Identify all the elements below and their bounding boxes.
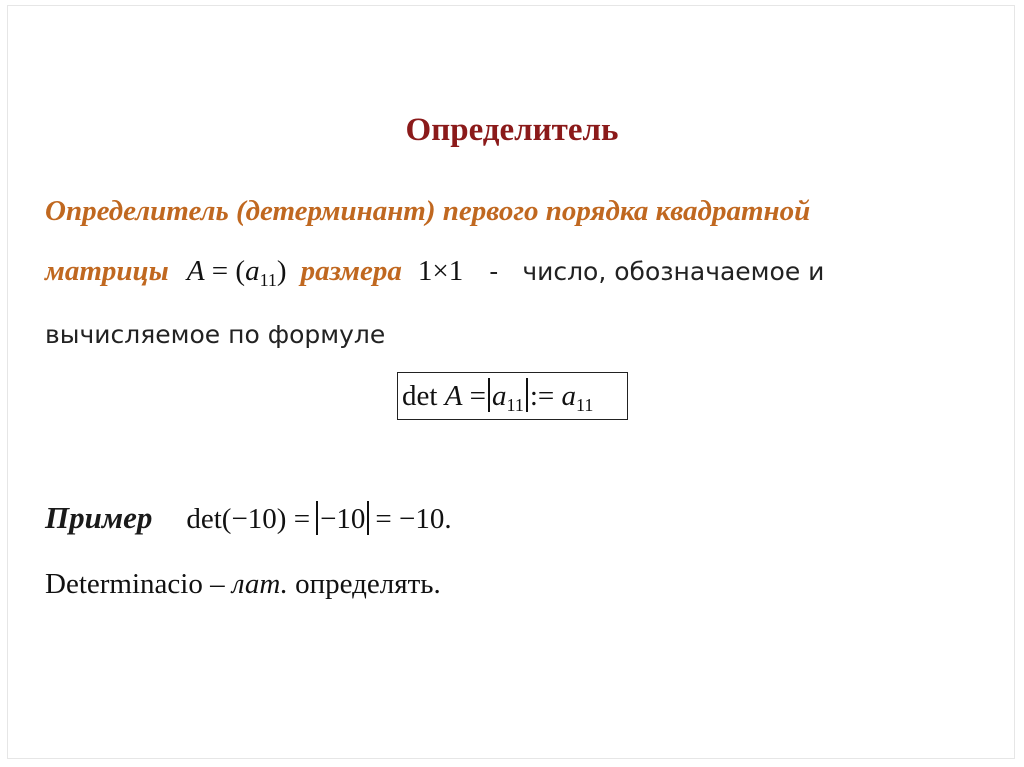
formula-result-element: a: [561, 380, 577, 412]
latin-word: Determinacio: [45, 568, 203, 600]
definition-line-1: Определитель (детерминант) первого порядка квадратной: [45, 195, 811, 227]
determinant-formula: [402, 378, 593, 416]
latin-abbreviation: лат.: [231, 568, 288, 600]
definition-lead-word: матрицы: [45, 255, 169, 287]
paren-open: (: [235, 255, 246, 287]
definition-line-3: вычисляемое по формуле: [45, 320, 386, 349]
assign-operator: :=: [529, 380, 555, 412]
example-expression: [186, 503, 451, 535]
example-line: [45, 500, 452, 536]
formula-element-index: 11: [506, 395, 524, 415]
matrix-symbol: A: [186, 255, 205, 287]
det-operator: det: [402, 380, 438, 412]
formula-result-index: 11: [576, 395, 594, 415]
example-label: Пример: [45, 500, 153, 535]
example-abs-bar-right: [367, 501, 369, 535]
example-expr-start: det(−10) =: [186, 503, 311, 535]
definition-line-2: [45, 255, 824, 291]
equals-sign: =: [211, 255, 229, 287]
abs-bar-left: [488, 378, 490, 412]
slide-title: Определитель: [405, 112, 619, 148]
matrix-size: 1×1: [417, 255, 464, 287]
matrix-expression: [186, 255, 287, 290]
determinant-formula-box: [397, 372, 628, 420]
example-expr-end: = −10.: [375, 503, 452, 535]
size-word: размера: [300, 255, 402, 287]
abs-bar-right: [526, 378, 528, 412]
etymology-dash: –: [210, 568, 225, 600]
element-symbol: a: [245, 255, 260, 287]
example-inner-value: −10: [320, 503, 366, 535]
definition-tail: число, обозначаемое и: [522, 257, 825, 286]
etymology-meaning: определять.: [295, 568, 441, 600]
example-abs-bar-left: [316, 501, 318, 535]
etymology-line: [45, 568, 441, 601]
formula-element: a: [492, 380, 507, 412]
paren-close: ): [276, 255, 287, 287]
formula-equals: =: [469, 380, 487, 412]
formula-matrix-symbol: A: [444, 380, 463, 412]
definition-dash: -: [489, 257, 499, 286]
element-index: 11: [259, 270, 277, 290]
